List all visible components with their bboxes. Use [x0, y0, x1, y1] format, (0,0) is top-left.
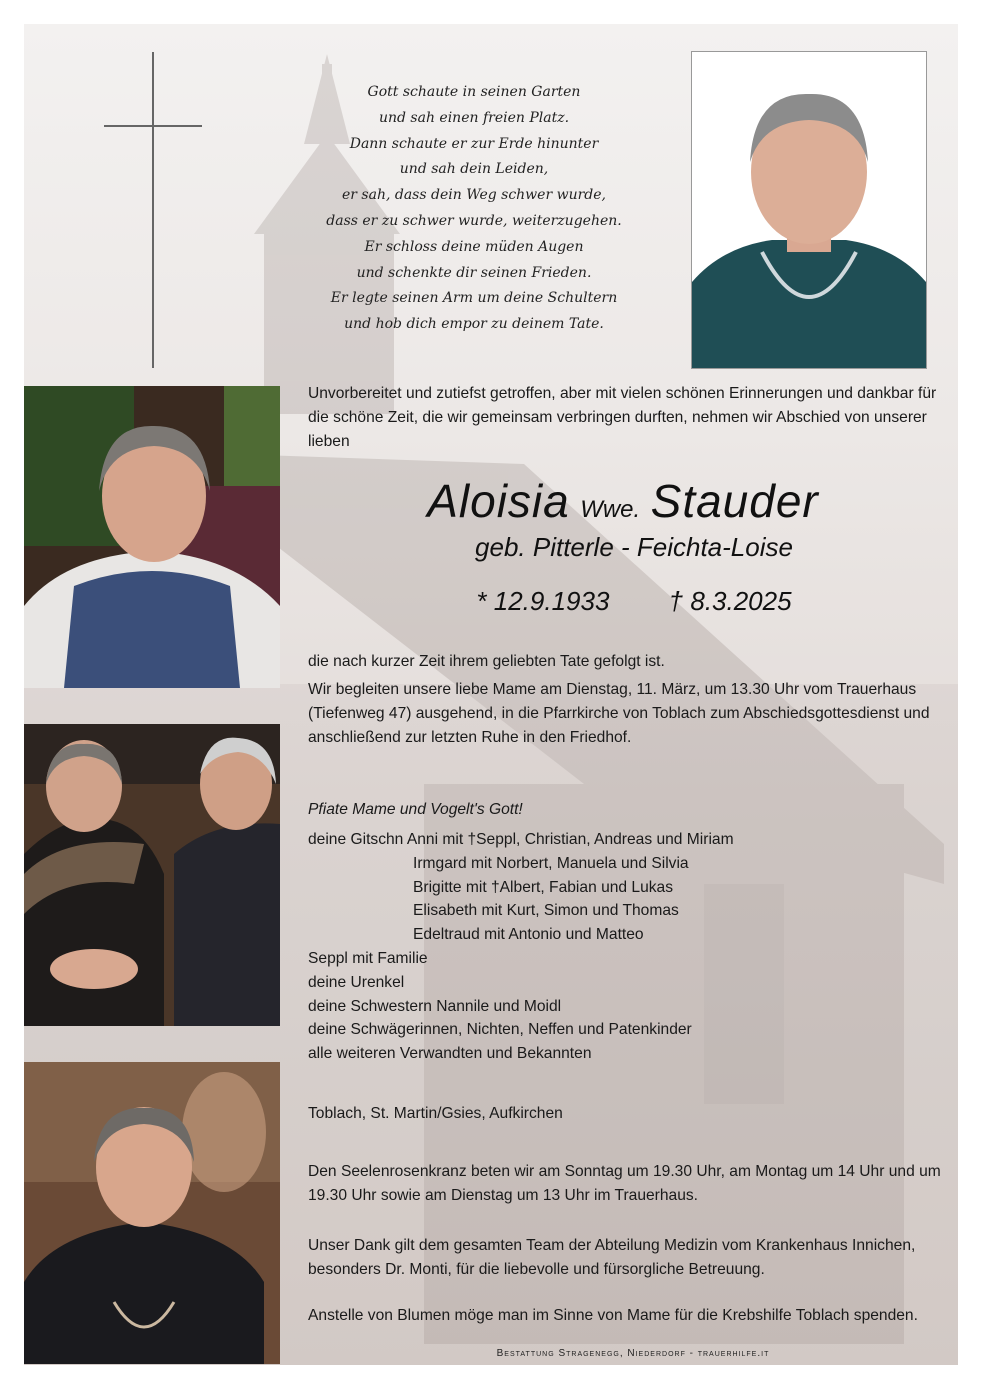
cross-horizontal: [104, 125, 202, 127]
deceased-name: [308, 474, 938, 528]
cross-vertical: [152, 52, 154, 368]
maiden-name: geb. Pitterle - Feichta-Loise: [475, 532, 793, 562]
death-date: † 8.3.2025: [668, 586, 792, 616]
last-name: Stauder: [650, 475, 819, 527]
family-line: Brigitte mit †Albert, Fabian und Lukas: [413, 878, 674, 896]
family-list: [308, 828, 734, 1066]
poem-line: dass er zu schwer wurde, weiterzugehen.: [326, 212, 622, 229]
poem-line: und sah dein Leiden,: [399, 161, 549, 178]
photo-couple-handshake: [24, 724, 280, 1026]
poem-line: und sah einen freien Platz.: [378, 109, 570, 126]
funeral-home-footer: Bestattung Stragenegg, Niederdorf - trauerhilfe.it: [496, 1348, 770, 1359]
family-line: Edeltraud mit Antonio und Matteo: [413, 926, 644, 944]
family-line: Irmgard mit Norbert, Manuela und Silvia: [413, 854, 689, 872]
family-line: deine Urenkel: [308, 973, 405, 991]
widow-label: Wwe.: [580, 496, 641, 523]
family-line: deine Schwestern Nannile und Moidl: [308, 997, 562, 1015]
places-text: Toblach, St. Martin/Gsies, Aufkirchen: [308, 1105, 563, 1122]
thanks-text: Unser Dank gilt dem gesamten Team der Abteilung Medizin vom Krankenhaus Innichen, besonders Dr. Monti, für die liebevolle und fürsorgliche Betreuung.: [308, 1237, 916, 1278]
poem-line: Gott schaute in seinen Garten: [367, 84, 581, 100]
poem: [314, 80, 634, 338]
photo-dark-jacket: [24, 1062, 280, 1364]
funeral-text: Wir begleiten unsere liebe Mame am Dienstag, 11. März, um 13.30 Uhr vom Trauerhaus (Tiefenweg 47) ausgehend, in die Pfarrkirche von Toblach zum Abschiedsgottesdienst und anschließend zur letzten Ruhe in den Friedhof.: [308, 681, 930, 746]
first-name: Aloisia: [427, 475, 570, 527]
rosary-text: Den Seelenrosenkranz beten wir am Sonntag um 19.30 Uhr, am Montag um 14 Uhr und um 19.30 Uhr sowie am Dienstag um 13 Uhr im Trauerhaus.: [308, 1163, 941, 1204]
family-line: deine Gitschn Anni mit †Seppl, Christian, Andreas und Miriam: [308, 831, 734, 848]
follow-text: die nach kurzer Zeit ihrem geliebten Tate gefolgt ist.: [308, 653, 665, 670]
life-dates: [324, 586, 944, 617]
portrait-photo: [691, 51, 927, 369]
poem-line: Er schloss deine müden Augen: [364, 238, 584, 255]
poem-line: er sah, dass dein Weg schwer wurde,: [342, 187, 606, 204]
family-line: Elisabeth mit Kurt, Simon und Thomas: [413, 902, 679, 920]
obituary-sheet: [24, 24, 958, 1365]
farewell-text: Pfiate Mame und Vogelt's Gott!: [308, 801, 523, 818]
family-line: Seppl mit Familie: [308, 949, 428, 967]
flowers-text: Anstelle von Blumen möge man im Sinne von Mame für die Krebshilfe Toblach spenden.: [308, 1307, 918, 1324]
family-line: alle weiteren Verwandten und Bekannten: [308, 1045, 592, 1063]
poem-line: und schenkte dir seinen Frieden.: [356, 264, 592, 281]
intro-text: Unvorbereitet und zutiefst getroffen, aber mit vielen schönen Erinnerungen und dankbar für die schöne Zeit, die wir gemeinsam verbringen durften, nehmen wir Abschied von unserer lieben: [308, 385, 937, 450]
birth-date: * 12.9.1933: [476, 586, 610, 616]
poem-line: Er legte seinen Arm um deine Schultern: [330, 290, 618, 307]
poem-line: und hob dich empor zu deinem Tate.: [344, 316, 604, 333]
poem-line: Dann schaute er zur Erde hinunter: [349, 135, 599, 152]
photo-seated-smiling: [24, 386, 280, 688]
family-line: deine Schwägerinnen, Nichten, Neffen und Patenkinder: [308, 1021, 692, 1039]
